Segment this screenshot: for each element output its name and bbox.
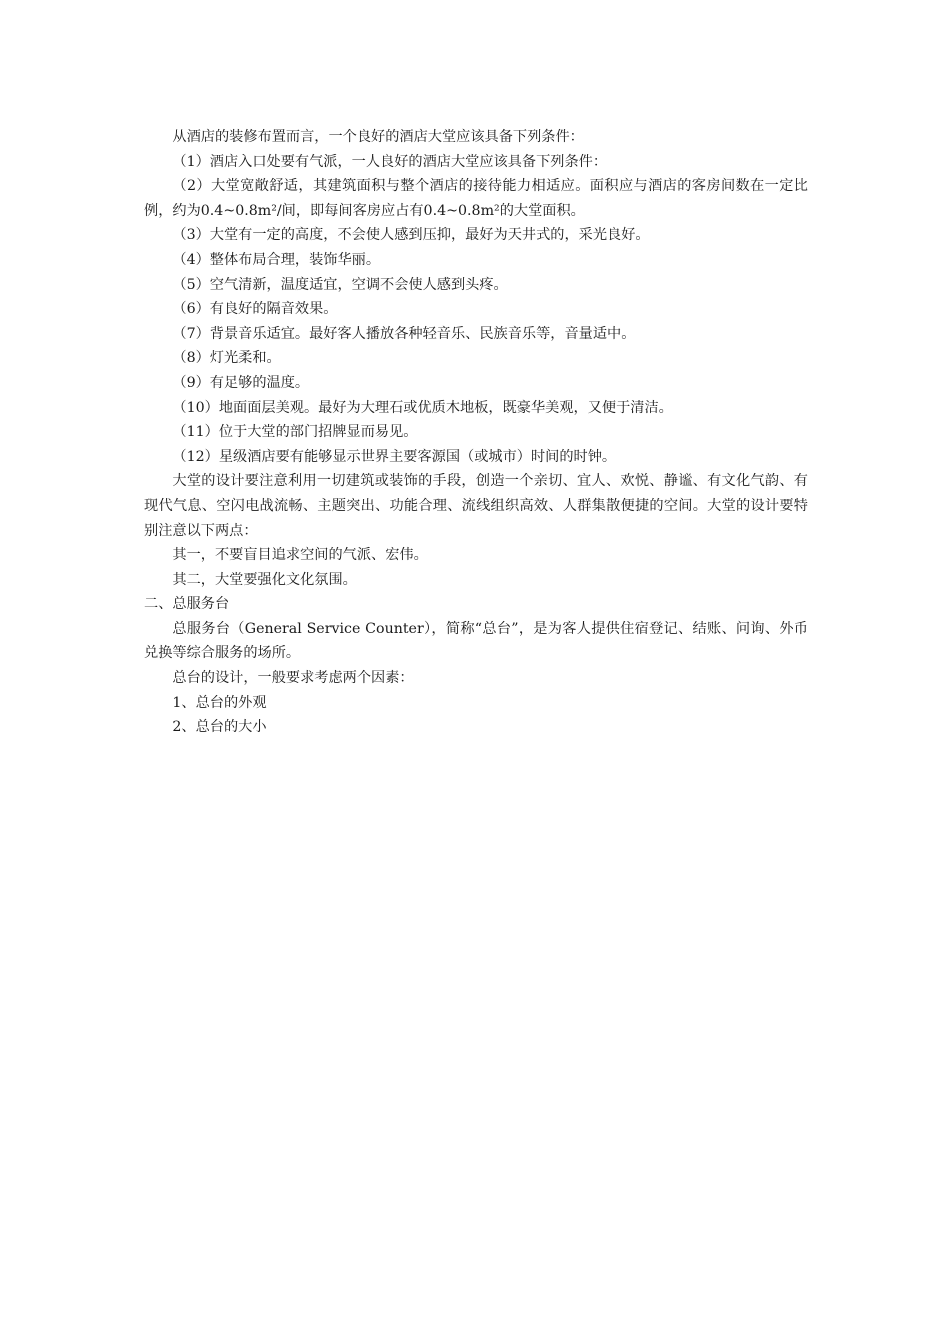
- list-item-8: （8）灯光柔和。: [172, 350, 281, 367]
- point-two: 其二，大堂要强化文化氛围。: [172, 571, 357, 588]
- list-item-7: （7）背景音乐适宜。最好客人播放各种轻音乐、民族音乐等，音量适中。: [172, 325, 636, 342]
- counter-design-intro: 总台的设计，一般要求考虑两个因素：: [172, 670, 414, 687]
- counter-definition: 总服务台（General Service Counter），简称“总台”，是为客人提供住宿登记、结账、问询、外币兑换等综合服务的场所。: [144, 620, 808, 662]
- list-item-12: （12）星级酒店要有能够显示世界主要客源国（或城市）时间的时钟。: [172, 448, 617, 465]
- list-item-2: （2）大堂宽敞舒适，其建筑面积与整个酒店的接待能力相适应。面积应与酒店的客房间数在一定比例，约为0.4~0.8m²/间，即每间客房应占有0.4~0.8m²的大堂面积。: [144, 178, 808, 219]
- list-item-6: （6）有良好的隔音效果。: [172, 301, 338, 318]
- list-item-3: （3）大堂有一定的高度，不会使人感到压抑，最好为天井式的，采光良好。: [172, 227, 650, 244]
- document-body: [144, 125, 808, 740]
- list-item-4: （4）整体布局合理，装饰华丽。: [172, 251, 381, 268]
- section-heading: 二、总服务台: [144, 596, 230, 613]
- design-paragraph: 大堂的设计要注意利用一切建筑或装饰的手段，创造一个亲切、宜人、欢悦、静谧、有文化气韵、有现代气息、空闪电战流畅、主题突出、功能合理、流线组织高效、人群集散便捷的空间。大堂的设计要特别注意以下两点：: [144, 473, 808, 539]
- factor-1: 1、总台的外观: [172, 694, 267, 711]
- list-item-5: （5）空气清新，温度适宜，空调不会使人感到头疼。: [172, 276, 508, 293]
- factor-2: 2、总台的大小: [172, 719, 267, 736]
- point-one: 其一，不要盲目追求空间的气派、宏伟。: [172, 547, 428, 564]
- list-item-11: （11）位于大堂的部门招牌显而易见。: [172, 424, 418, 441]
- intro-paragraph: 从酒店的装修布置而言，一个良好的酒店大堂应该具备下列条件：: [172, 129, 584, 145]
- list-item-10: （10）地面面层美观。最好为大理石或优质木地板，既豪华美观，又便于清洁。: [172, 399, 673, 416]
- list-item-9: （9）有足够的温度。: [172, 374, 310, 391]
- list-item-1: （1）酒店入口处要有气派，一人良好的酒店大堂应该具备下列条件：: [172, 153, 608, 170]
